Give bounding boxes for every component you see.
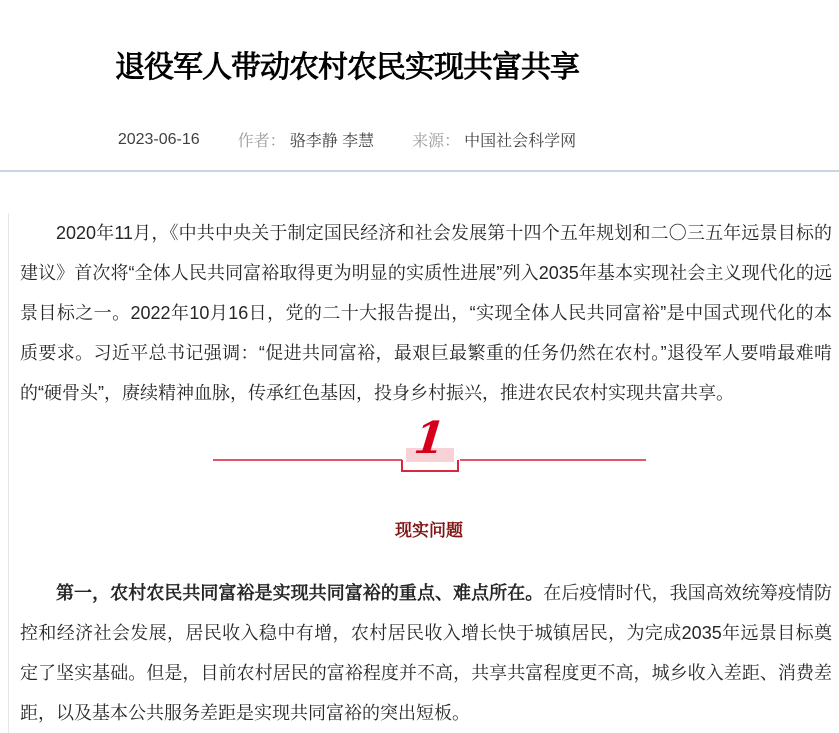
author-label: 作者： (237, 133, 286, 150)
page-title: 退役军人带动农村农民实现共富共享 (115, 51, 579, 84)
article-content (8, 213, 838, 733)
source-name: 中国社会科学网 (464, 133, 577, 150)
article-meta (0, 128, 694, 151)
publish-date: 2023-06-16 (117, 130, 200, 148)
paragraph-2 (20, 573, 838, 733)
source-pair (412, 128, 576, 151)
author-name: 骆李静 李慧 (289, 133, 375, 150)
author-pair (238, 128, 374, 151)
section-heading: 现实问题 (395, 521, 463, 540)
paragraph-1: 2020年11月，《中共中央关于制定国民经济和社会发展第十四个五年规划和二〇三五年远景目标的建议》首次将“全体人民共同富裕取得更为明显的实质性进展”列入2035年基本实现社会主义现代化的远景目标之一。2022年10月16日，党的二十大报告提出，“实现全体人民共同富裕”是中国式现代化的本质要求。习近平总书记强调：“促进共同富裕，最艰巨最繁重的任务仍然在农村。”退役军人要啃最难啃的“硬骨头”，赓续精神血脉，传承红色基因，投身乡村振兴，推进农民农村实现共富共享。 (20, 223, 832, 403)
paragraph-2-bold-lead: 第一，农村农民共同富裕是实现共同富裕的重点、难点所在。 (56, 583, 544, 603)
article-header (0, 0, 694, 151)
source-label: 来源： (412, 133, 461, 150)
paragraph-2-body: 在后疫情时代，我国高效统筹疫情防控和经济社会发展，居民收入稳中有增，农村居民收入增长快于城镇居民，为完成2035年远景目标奠定了坚实基础。但是，目前农村居民的富裕程度并不高，共享共富程度更不高，城乡收入差距、消费差距，以及基本公共服务差距是实现共同富裕的突出短板。 (20, 583, 833, 723)
section-number-divider (213, 413, 646, 485)
header-divider-rule (0, 170, 839, 172)
section-number: 1 (411, 413, 448, 464)
